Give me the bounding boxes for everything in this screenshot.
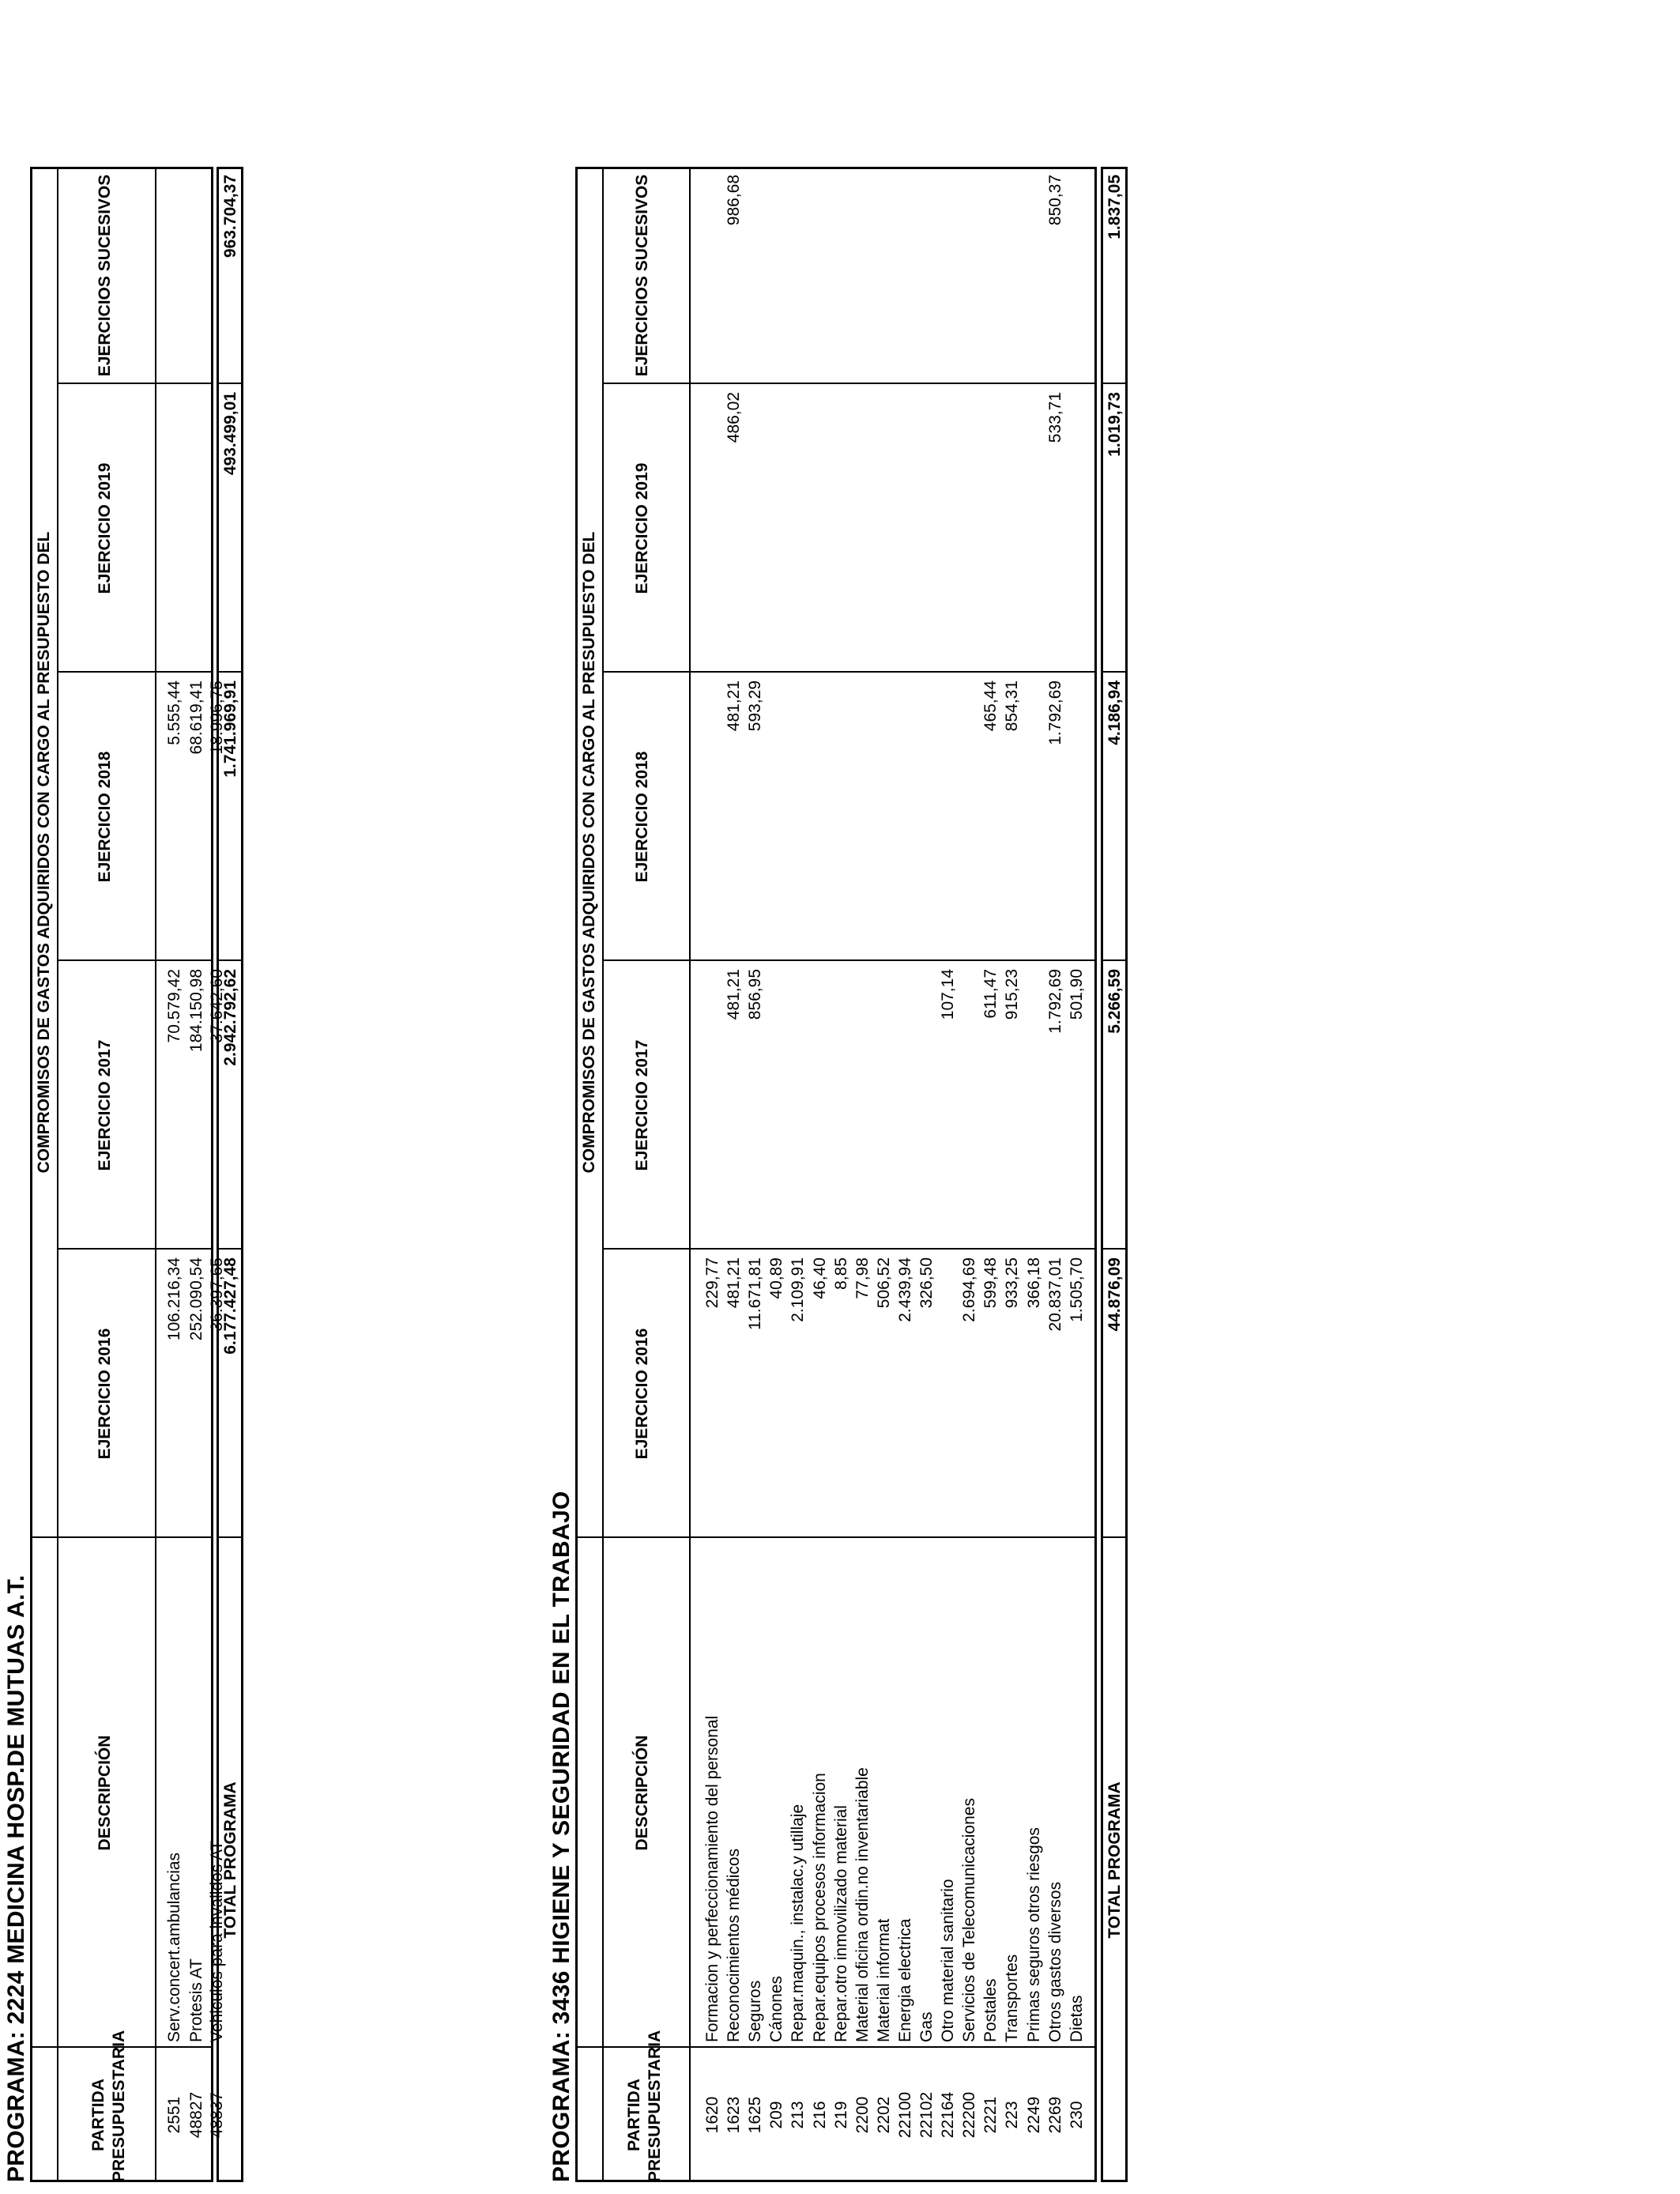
row-description: Otros gastos diversos [1046, 1881, 1064, 2042]
ejercicio-2016-header: EJERCICIO 2016 [633, 1328, 651, 1460]
total-2016: 44.876,09 [1106, 1257, 1124, 1332]
partida-code: 230 [1068, 2101, 1086, 2129]
partida-code: 213 [789, 2101, 807, 2129]
value-2016: 2.439,94 [896, 1257, 914, 1322]
partida-code: 22164 [939, 2091, 957, 2139]
row-description: Repar.otro inmovilizado material [832, 1805, 850, 2042]
row-description: Otro material sanitario [939, 1879, 957, 2042]
partida-header-line1: PARTIDA [89, 2079, 107, 2151]
value-2017: 915,23 [1003, 969, 1021, 1020]
header-line-bottom [689, 167, 691, 2182]
value-2017: 611,47 [981, 969, 1000, 1019]
row-description: Transportes [1003, 1954, 1021, 2042]
value-2016: 229,77 [703, 1257, 721, 1309]
value-2016: 2.109,91 [789, 1257, 807, 1322]
partida-code: 223 [1003, 2101, 1021, 2129]
program-title-2224: PROGRAMA: 2224 MEDICINA HOSP.DE MUTUAS A.T. [3, 1574, 29, 2182]
row-description: Formacion y perfeccionamiento del personal [703, 1715, 721, 2042]
row-description: Reconocimientos médicos [725, 1848, 743, 2042]
partida-code: 48837 [208, 2091, 226, 2139]
value-2017: 481,21 [725, 969, 743, 1020]
value-2016: 106.216,34 [165, 1257, 183, 1341]
value-2016: 326,50 [917, 1257, 936, 1309]
value-2016: 2.694,69 [960, 1257, 978, 1322]
value-2018: 18.996,75 [208, 680, 226, 755]
partida-header-line1: PARTIDA [625, 2079, 643, 2151]
value-2016: 1.505,70 [1068, 1257, 1086, 1322]
partida-code: 22100 [896, 2091, 914, 2139]
row-description: Serv.concert.ambulancias [165, 1852, 183, 2042]
total-sucesivos: 963.704,37 [221, 175, 239, 258]
value-2018: 854,31 [1003, 680, 1021, 732]
total-2017: 2.942.792,62 [221, 969, 239, 1066]
row-description: Repar.equipos procesos informacion [811, 1773, 829, 2042]
value-2016: 36.397,65 [208, 1257, 226, 1332]
ejercicios-sucesivos-header: EJERCICIOS SUCESIVOS [96, 174, 114, 377]
row-description: Cánones [767, 1975, 785, 2042]
partida-code: 2269 [1046, 2096, 1064, 2134]
row-description: Repar.maquin., instalac.y utillaje [789, 1804, 807, 2042]
partida-code: 2221 [981, 2096, 1000, 2134]
partida-header-line2: PRESUPUESTARIA [110, 2030, 128, 2182]
total-2018: 4.186,94 [1106, 680, 1124, 745]
total-programa-label: TOTAL PROGRAMA [221, 1781, 239, 1939]
col-line [57, 671, 213, 673]
value-2019: 533,71 [1046, 392, 1064, 443]
value-2016: 506,52 [875, 1257, 893, 1309]
value-2016: 20.837,01 [1046, 1257, 1064, 1332]
total-2019: 493.499,01 [221, 392, 239, 476]
value-2017: 184.150,98 [187, 969, 205, 1053]
partida-code: 209 [767, 2101, 785, 2129]
value-2016: 77,98 [853, 1257, 872, 1299]
value-2016: 933,25 [1003, 1257, 1021, 1309]
header-line-top [57, 167, 58, 2182]
ejercicio-2019-header: EJERCICIO 2019 [633, 462, 651, 594]
total-2016: 6.177.427,48 [221, 1257, 239, 1355]
partida-code: 1625 [746, 2096, 764, 2134]
ejercicio-2017-header: EJERCICIO 2017 [633, 1039, 651, 1171]
row-description: Seguros [746, 1980, 764, 2042]
ejercicio-2018-header: EJERCICIO 2018 [96, 751, 114, 883]
ejercicio-2019-header: EJERCICIO 2019 [96, 462, 114, 594]
partida-code: 2551 [165, 2096, 183, 2134]
col-line [57, 383, 213, 384]
value-2016: 366,18 [1025, 1257, 1043, 1309]
value-sucesivos: 986,68 [725, 175, 743, 226]
value-2017: 1.792,69 [1046, 969, 1064, 1034]
col-line [602, 671, 1097, 673]
col-line [602, 383, 1097, 384]
row-description: Vehiculos para invalidos AT [208, 1840, 226, 2042]
partida-header-line2: PRESUPUESTARIA [646, 2030, 664, 2182]
value-2019: 486,02 [725, 392, 743, 443]
partida-header [624, 2030, 665, 2182]
total-2017: 5.266,59 [1106, 969, 1124, 1034]
partida-code: 2202 [875, 2096, 893, 2134]
value-2016: 599,48 [981, 1257, 1000, 1309]
partida-code: 1623 [725, 2096, 743, 2134]
descripcion-header: DESCRIPCIÓN [633, 1735, 651, 1851]
value-2018: 465,44 [981, 680, 1000, 732]
row-description: Energia electrica [896, 1918, 914, 2042]
partida-code: 48827 [187, 2091, 205, 2139]
value-2018: 593,29 [746, 680, 764, 732]
ejercicio-2018-header: EJERCICIO 2018 [633, 751, 651, 883]
partida-code: 219 [832, 2101, 850, 2129]
row-description: Gas [917, 2011, 936, 2042]
value-2016: 252.090,54 [187, 1257, 205, 1341]
header-line-bottom [155, 167, 156, 2182]
total-2018: 1.741.969,91 [221, 680, 239, 778]
value-2018: 481,21 [725, 680, 743, 732]
row-description: Postales [981, 1978, 1000, 2042]
value-2017: 107,14 [939, 969, 957, 1020]
partida-header [89, 2030, 130, 2182]
total-programa-label: TOTAL PROGRAMA [1106, 1781, 1124, 1939]
row-description: Material oficina ordin.no inventariable [853, 1767, 872, 2042]
descripcion-header: DESCRIPCIÓN [96, 1735, 114, 1851]
value-2018: 68.619,41 [187, 680, 205, 755]
row-description: Material informat [875, 1918, 893, 2042]
partida-code: 2249 [1025, 2096, 1043, 2134]
total-2019: 1.019,73 [1106, 392, 1124, 457]
ejercicios-sucesivos-header: EJERCICIOS SUCESIVOS [633, 174, 651, 377]
ejercicio-2016-header: EJERCICIO 2016 [96, 1328, 114, 1460]
value-2016: 46,40 [811, 1257, 829, 1299]
partida-code: 2200 [853, 2096, 872, 2134]
value-2018: 1.792,69 [1046, 680, 1064, 745]
partida-code: 22102 [917, 2091, 936, 2139]
value-2017: 70.579,42 [165, 969, 183, 1043]
col-line [30, 1536, 213, 1538]
value-sucesivos: 850,37 [1046, 175, 1064, 226]
row-description: Protesis AT [187, 1958, 205, 2042]
compromisos-header: COMPROMISOS DE GASTOS ADQUIRIDOS CON CARGO AL PRESUPUESTO DEL [35, 531, 53, 1174]
value-2017: 37.642,60 [208, 969, 226, 1043]
row-description: Primas seguros otros riesgos [1025, 1827, 1043, 2042]
value-2016: 11.671,81 [746, 1257, 764, 1330]
partida-code: 22200 [960, 2091, 978, 2139]
value-2017: 501,90 [1068, 969, 1086, 1020]
col-line [602, 959, 1097, 961]
compromisos-header: COMPROMISOS DE GASTOS ADQUIRIDOS CON CARGO AL PRESUPUESTO DEL [580, 531, 598, 1174]
value-2016: 481,21 [725, 1257, 743, 1309]
total-sucesivos: 1.837,05 [1106, 175, 1124, 239]
ejercicio-2017-header: EJERCICIO 2017 [96, 1039, 114, 1171]
row-description: Dietas [1068, 1995, 1086, 2042]
value-2017: 856,95 [746, 969, 764, 1020]
col-line [602, 1248, 1097, 1250]
value-2018: 5.555,44 [165, 680, 183, 745]
row-description: Servicios de Telecomunicaciones [960, 1798, 978, 2042]
value-2016: 8,85 [832, 1257, 850, 1290]
value-2016: 40,89 [767, 1257, 785, 1299]
header-line-top [602, 167, 604, 2182]
program-title-3436: PROGRAMA: 3436 HIGIENE Y SEGURIDAD EN EL TRABAJO [548, 1491, 574, 2182]
partida-code: 1620 [703, 2096, 721, 2134]
partida-code: 216 [811, 2101, 829, 2129]
